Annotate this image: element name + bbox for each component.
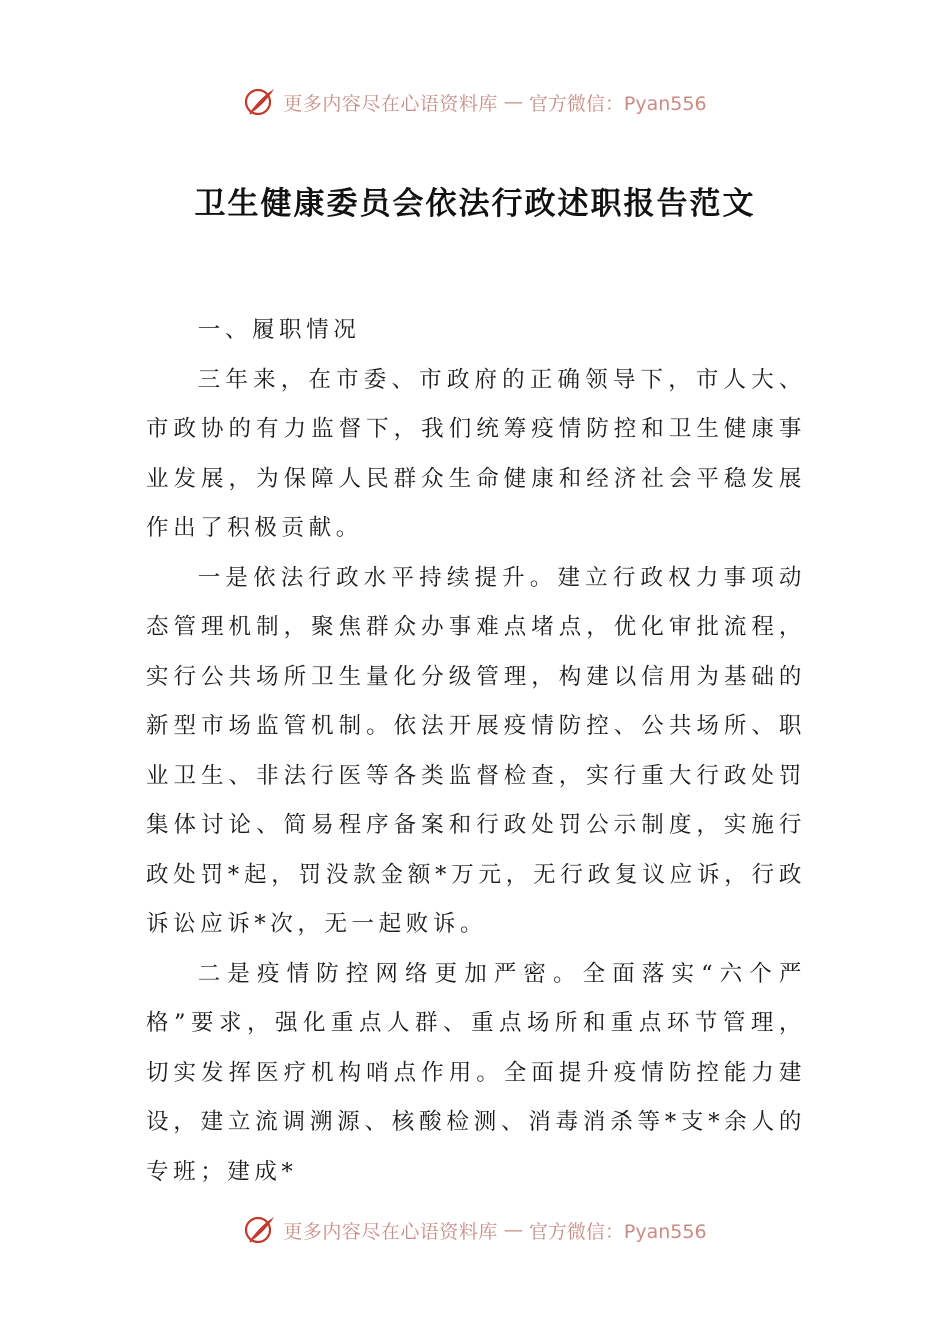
- footer-banner-text: 更多内容尽在心语资料库: [283, 1220, 498, 1243]
- paragraph-law-administration: 一是依法行政水平持续提升。建立行政权力事项动态管理机制，聚焦群众办事难点堵点，优化审批流程，实行公共场所卫生量化分级管理，构建以信用为基础的新型市场监管机制。依法开展疫情防控、公共场所、职业卫生、非法行医等各类监督检查，实行重大行政处罚集体讨论、简易程序备案和行政处罚公示制度，实施行政处罚*起，罚没款金额*万元，无行政复议应诉，行政诉讼应诉*次，无一起败诉。: [146, 564, 806, 937]
- header-banner: [0, 82, 950, 122]
- header-banner-content: [243, 85, 706, 119]
- footer-banner-content: [243, 1213, 706, 1247]
- document-title: 卫生健康委员会依法行政述职报告范文: [194, 186, 756, 222]
- document-body: [146, 306, 806, 1197]
- footer-banner-dash: —: [503, 1219, 523, 1241]
- section-heading: 一、履职情况: [197, 317, 361, 343]
- header-banner-wechat: 官方微信：Pyan556: [528, 92, 707, 115]
- header-banner-text: 更多内容尽在心语资料库: [283, 92, 498, 115]
- header-banner-dash: —: [503, 91, 523, 113]
- quill-pen-logo-icon: [243, 1213, 277, 1247]
- quill-pen-logo-icon: [243, 85, 277, 119]
- paragraph-intro: 三年来，在市委、市政府的正确领导下，市人大、市政协的有力监督下，我们统筹疫情防控和卫生健康事业发展，为保障人民群众生命健康和经济社会平稳发展作出了积极贡献。: [146, 366, 806, 541]
- footer-banner-wechat: 官方微信：Pyan556: [528, 1220, 707, 1243]
- paragraph-epidemic-control: 二是疫情防控网络更加严密。全面落实“六个严格”要求，强化重点人群、重点场所和重点环节管理，切实发挥医疗机构哨点作用。全面提升疫情防控能力建设，建立流调溯源、核酸检测、消毒消杀等*支*余人的专班；建成*: [146, 960, 806, 1185]
- footer-banner: [0, 1210, 950, 1250]
